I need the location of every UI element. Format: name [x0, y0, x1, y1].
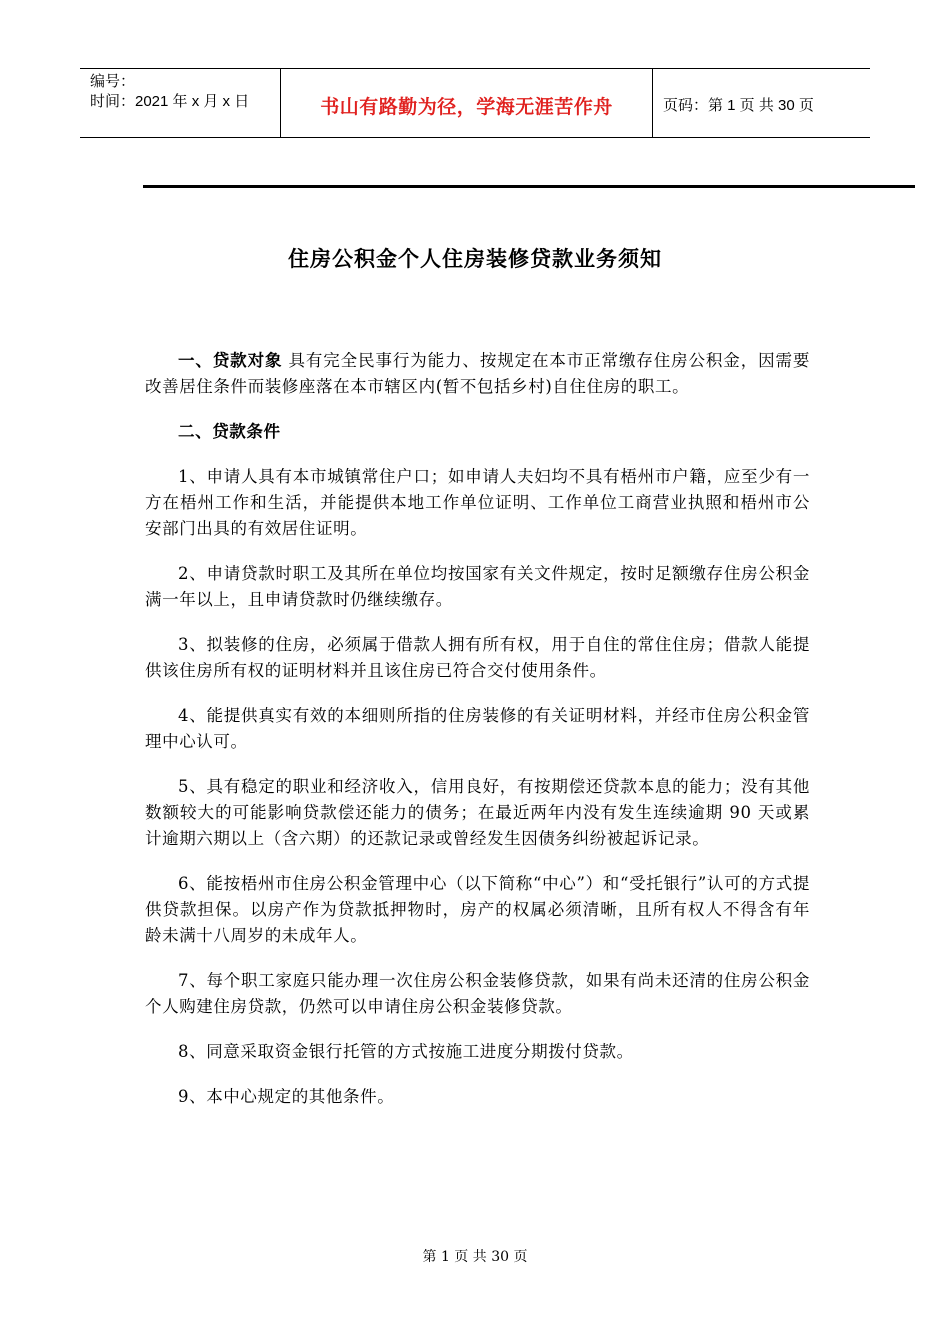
- condition-item-7: 7、每个职工家庭只能办理一次住房公积金装修贷款，如果有尚未还清的住房公积金个人购建住房贷款，仍然可以申请住房公积金装修贷款。: [145, 971, 810, 1016]
- page-footer: 第 1 页 共 30 页: [422, 1249, 528, 1265]
- condition-item-4: 4、能提供真实有效的本细则所指的住房装修的有关证明材料，并经市住房公积金管理中心认可。: [145, 706, 810, 751]
- document-date: 时间：2021 年 x 月 x 日: [90, 93, 250, 110]
- condition-item-3: 3、拟装修的住房，必须属于借款人拥有所有权，用于自住的常住住房；借款人能提供该住房所有权的证明材料并且该住房已符合交付使用条件。: [145, 635, 810, 680]
- condition-item-8: 8、同意采取资金银行托管的方式按施工进度分期拨付贷款。: [178, 1042, 634, 1061]
- document-body: [145, 348, 810, 1129]
- document-header: [80, 68, 870, 138]
- condition-item-2: 2、申请贷款时职工及其所在单位均按国家有关文件规定，按时足额缴存住房公积金满一年以上，且申请贷款时仍继续缴存。: [145, 564, 810, 609]
- section-1-paragraph: [145, 348, 810, 400]
- header-motto: 书山有路勤为径，学海无涯苦作舟: [320, 95, 613, 118]
- section-2-heading: 二、贷款条件: [178, 422, 281, 441]
- document-number-label: 编号：: [90, 73, 136, 90]
- section-1-text: 具有完全民事行为能力、按规定在本市正常缴存住房公积金，因需要改善居住条件而装修座落在本市辖区内(暂不包括乡村)自住住房的职工。: [145, 351, 810, 396]
- condition-item-5: 5、具有稳定的职业和经济收入，信用良好，有按期偿还贷款本息的能力；没有其他数额较大的可能影响贷款偿还能力的债务；在最近两年内没有发生连续逾期 90 天或累计逾期六期以上（含六期）的还款记录或曾经发生因债务纠纷被起诉记录。: [145, 777, 810, 848]
- header-divider: [143, 185, 915, 188]
- document-title: 住房公积金个人住房装修贷款业务须知: [288, 247, 662, 271]
- condition-item-1: 1、申请人具有本市城镇常住户口；如申请人夫妇均不具有梧州市户籍，应至少有一方在梧州工作和生活，并能提供本地工作单位证明、工作单位工商营业执照和梧州市公安部门出具的有效居住证明。: [145, 467, 810, 538]
- section-1-heading: 一、贷款对象: [178, 351, 283, 370]
- header-motto-cell: [281, 69, 653, 137]
- condition-item-6: 6、能按梧州市住房公积金管理中心（以下简称“中心”）和“受托银行”认可的方式提供贷款担保。以房产作为贷款抵押物时，房产的权属必须清晰，且所有权人不得含有年龄未满十八周岁的未成年人。: [145, 874, 810, 945]
- header-page-info: 页码：第 1 页 共 30 页: [663, 96, 814, 114]
- header-meta: [80, 69, 281, 137]
- condition-item-9: 9、本中心规定的其他条件。: [178, 1087, 395, 1106]
